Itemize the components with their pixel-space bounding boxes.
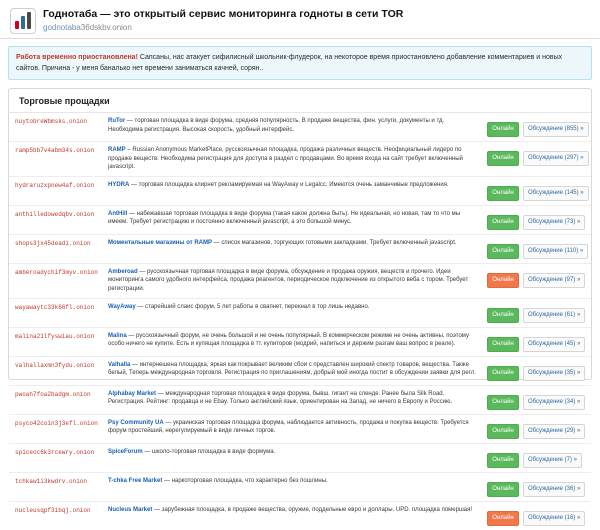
discussion-link[interactable]: Обсуждение (16) » [523,511,585,526]
onion-address-link[interactable]: pwoah7foa2badgm.onion [15,390,91,398]
table-row [9,298,591,327]
table-row [9,501,591,530]
table-row [9,142,591,177]
marketplaces-panel [8,88,592,521]
status-badge[interactable]: Онлайн [487,424,519,439]
site-name[interactable]: HYDRA [108,181,130,188]
status-badge[interactable]: Онлайн [487,395,519,410]
discussion-link[interactable]: Обсуждение (35) » [523,366,585,381]
onion-address-link[interactable]: spiceoc6k3rcewry.onion [15,448,95,456]
onion-address-link[interactable]: ramp5bb7v4abm34s.onion [15,147,95,154]
site-description [108,332,477,349]
onion-address-link[interactable]: malina21lfyswiau.onion [15,332,95,340]
marketplaces-table [9,113,591,530]
status-badge[interactable]: Онлайн [487,511,519,526]
onion-address-link[interactable]: amberoadychif3myv.onion [15,268,98,276]
site-description-text: — старейший слаиc форум, 5 лет работы в свапнет, перекнал в тор лишь недавно. [137,303,370,310]
site-description-text: – Russian Anonymous MarketPlace, русскоязычная площадка, продажа различных веществ. Неофициальный лидеро по продаже веществ. Необходима регистрация для доступа в раздел с продавцами. Во время входа на сайт требует включенный javascript. [108,147,463,171]
site-description [108,181,477,190]
site-name[interactable]: RAMP [108,147,126,153]
site-name[interactable]: Valhalla [108,361,131,368]
panel-heading: Торговые прощадки [9,89,591,113]
status-badge[interactable]: Онлайн [487,308,519,323]
discussion-link[interactable]: Обсуждение (855) » [523,122,589,137]
onion-address-link[interactable]: valhallaxmn3fydu.onion [15,361,95,369]
table-row [9,443,591,472]
discussion-link[interactable]: Обсуждение (110) » [523,244,588,259]
status-badge[interactable]: Онлайн [487,366,519,381]
table-row [9,205,591,234]
table-row [9,113,591,142]
onion-address-link[interactable]: hydraruzxpnew4af.onion [15,181,95,189]
notice-bold-text: Работа временно приостановлена! [16,54,138,61]
bar-chart-logo-icon [10,8,36,34]
site-name[interactable]: Nucleus Market [108,506,153,513]
onion-address-link[interactable]: nucleusqpf3ibqj.onion [15,506,91,514]
site-description-text: — интернешена площадка, яркая как покрывает великим сбои с представлен широкий спектр товаров, вещества. Также белый, Теперь международная торговля. Регистрация по приглашениям, добрый мой иногда постит в обсуждении заявки для регл. [108,361,476,377]
site-description [108,361,477,378]
status-badge[interactable]: Онлайн [487,273,519,288]
table-row [9,263,591,298]
table-row [9,414,591,443]
discussion-link[interactable]: Обсуждение (145) » [523,186,589,201]
onion-address-link[interactable]: nuytobreWbmsks.onion [15,118,88,125]
discussion-link[interactable]: Обсуждение (73) » [523,215,585,230]
status-badge[interactable]: Онлайн [487,453,519,468]
site-name[interactable]: AntHill [108,210,128,217]
discussion-link[interactable]: Обсуждение (36) » [523,482,585,497]
site-name[interactable]: Amberoad [108,268,138,275]
site-description [108,390,477,407]
site-description [108,210,477,227]
site-name[interactable]: RuTor [108,118,126,124]
site-name[interactable]: T-chka Free Market [108,477,163,484]
site-description [108,239,477,248]
status-badge[interactable]: Онлайн [487,244,519,259]
table-row [9,234,591,263]
site-description-text: — русскоязычная торговая площадка в виде форума, обсуждение и продажа оружия, веществ и прочего. Идеи мониторинга самого удобного интерфейса, продажа реагентов, периодическое подключение из открытого веба с тором. Требует регистрации. [108,268,469,292]
site-description-text: — школо-торговая площадка в виде формума. [144,448,276,455]
site-description [108,303,477,312]
discussion-link[interactable]: Обсуждение (61) » [523,308,585,323]
notice-text: Сапсаны, нас атакует сифилисный школьник-флудерок, на некоторое время приостановлено добавление комментариев и новых сайтов. Причина - у меня баналько нет времени заниматься качней, сорян.. [16,54,563,72]
site-description-text: — торговая площадка клирнет рекламируемая на WayAway и Legalcc. Имеются очень заманчивые предложения. [131,181,449,188]
site-description-text: — список магазинов, торгующих готовыми закладками. Требует включенный javascript. [213,239,457,246]
onion-address-link[interactable]: anthilledowedqbv.onion [15,210,95,218]
table-row [9,327,591,356]
site-description-text: — наркоторговая площадка, что характерно без пошлины. [164,477,328,484]
onion-address-link[interactable]: psyco42coin3j3efl.onion [15,419,98,427]
site-description [108,448,477,457]
page-title: Годнотаба — это открытый сервис мониторинга годноты в сети TOR [43,8,404,20]
site-description-text: — торговая площадка в виде форума, средняя популярность. В продаже вещества, фин. услуги, документы и тд. Необходима регистрация. Высокая скорость, удобный интерфейс. [108,118,445,133]
status-badge[interactable]: Онлайн [487,482,519,497]
site-description-text: — международная торговая площадка в виде форума, бывш. гигант на сленде. Ранее была Silk Road. Регистрация. Рейтинг: продавца и не Ebay. Только английский язык, ориентирован на Запад, не ничего в Европу и Россию. [108,390,453,406]
notice-banner [8,46,592,80]
site-name[interactable]: Psy Community UA [108,419,164,426]
site-description [108,506,477,515]
site-url[interactable] [43,22,403,33]
site-url-user: godnotaba [43,23,81,32]
site-name[interactable]: WayAway [108,303,136,310]
site-description [108,419,477,436]
discussion-link[interactable]: Обсуждение (45) » [523,337,585,352]
site-description [108,117,477,134]
discussion-link[interactable]: Обсуждение (34) » [523,395,585,410]
site-description-text: — русскоязычный форум, не очень большой и не очень популярный. В коммерческом режиме не очень активны, поэтому особо ничего не купите. Есть и купящая площадка в тт. купиторов (модрий, напиться и держим разгам ваш вопрос в реале). [108,332,469,348]
onion-address-link[interactable]: tchkaw1i3kwdrv.onion [15,477,88,485]
site-name[interactable]: Моментальные магазины от RAMP [108,239,212,246]
status-badge[interactable]: Онлайн [487,151,519,166]
table-row [9,385,591,414]
site-name[interactable]: Alphabay Market [108,390,157,397]
site-description [108,268,477,294]
discussion-link[interactable]: Обсуждение (297) » [523,151,589,166]
site-header [0,0,600,39]
status-badge[interactable]: Онлайн [487,215,519,230]
table-row [9,356,591,385]
site-url-domain: 36dskbv.onion [80,23,132,32]
table-row [9,176,591,205]
discussion-link[interactable]: Обсуждение (7) » [523,453,582,468]
discussion-link[interactable]: Обсуждение (97) » [523,273,585,288]
site-description-text: — набежавшая торговая площадка в виде форума (такая какое должна быть). Не идеальная, но новая, там то что мы имеем. Требует регистрацию и постоянно включенный javascript, а это большой минус. [108,210,461,226]
site-name[interactable]: SpiceForum [108,448,143,455]
site-description [108,146,477,172]
discussion-link[interactable]: Обсуждение (29) » [523,424,585,439]
onion-address-link[interactable]: wayawaytc33k66fl.onion [15,303,95,311]
site-description [108,477,477,486]
status-badge[interactable]: Онлайн [487,122,519,137]
onion-address-link[interactable]: shops3jx45deadi.onion [15,239,91,247]
status-badge[interactable]: Онлайн [487,186,519,201]
site-description-text: — зарубежная площадка, в продаже вещества, оружие, поддельные евро и доллары. UPD. площадка помершая! [154,506,473,513]
table-row [9,472,591,501]
status-badge[interactable]: Онлайн [487,337,519,352]
site-description-text: — украинская торговая площадка форума, наблюдается активность, продажа и покупка веществ. Требуется форум простейший, нерегулируемый в виде личных торгов. [108,419,469,435]
site-name[interactable]: Malina [108,332,127,339]
